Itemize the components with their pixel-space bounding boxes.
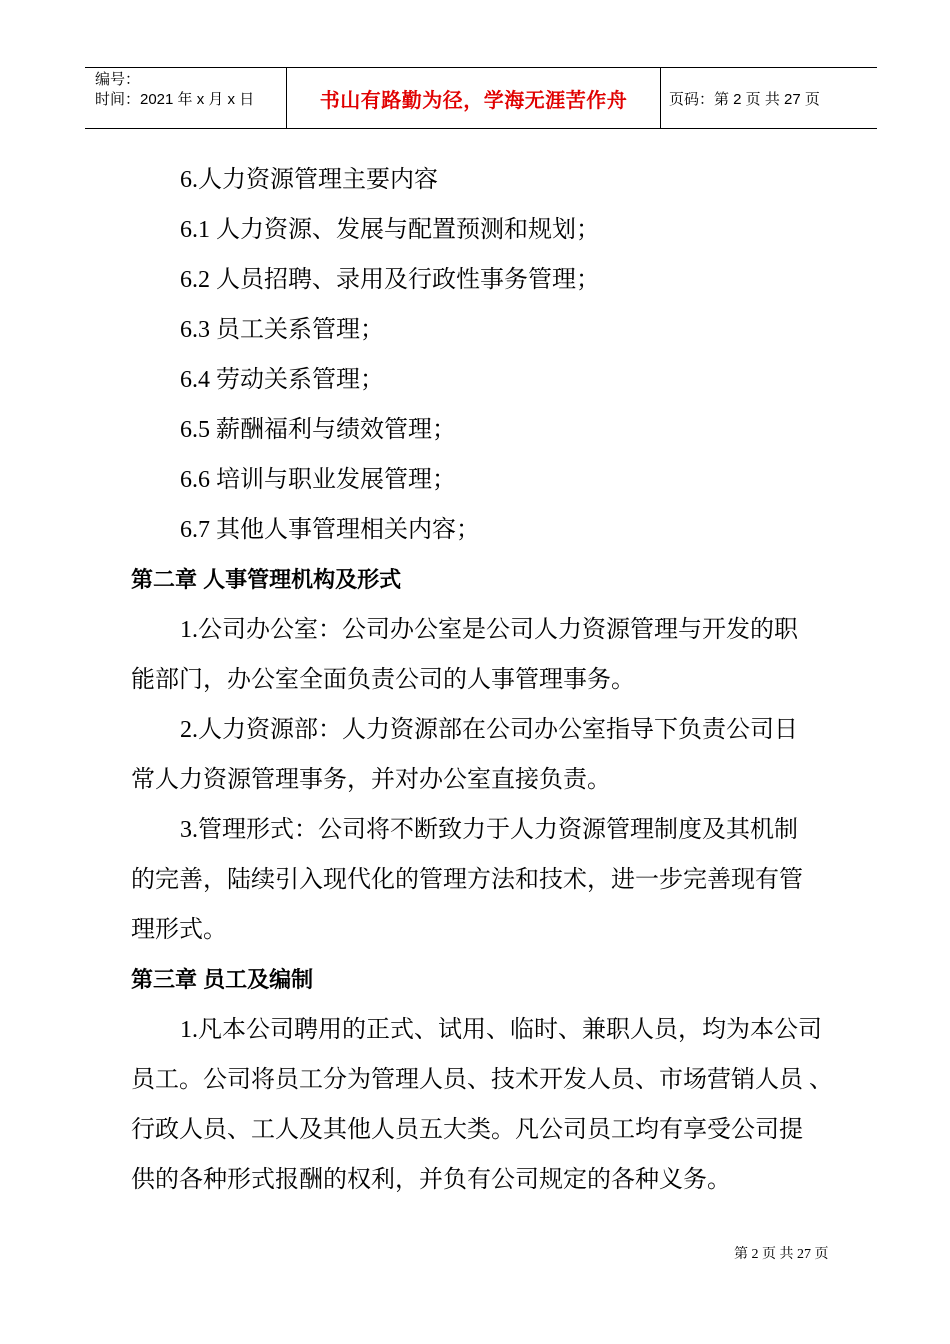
header-motto-cell <box>287 68 661 128</box>
page-footer: 第 2 页 共 27 页 <box>734 1247 829 1262</box>
header-page-cell <box>661 68 877 128</box>
list-item: 6.4 劳动关系管理； <box>180 367 384 393</box>
paragraph-line: 供的各种形式报酬的权利，并负有公司规定的各种义务。 <box>131 1167 731 1193</box>
paragraph-line: 1.凡本公司聘用的正式、试用、临时、兼职人员，均为本公司 <box>180 1017 822 1043</box>
paragraph-line: 3.管理形式：公司将不断致力于人力资源管理制度及其机制 <box>180 817 798 843</box>
paragraph-line: 行政人员、工人及其他人员五大类。凡公司员工均有享受公司提 <box>131 1117 803 1143</box>
paragraph-line: 员工。公司将员工分为管理人员、技术开发人员、市场营销人员 、 <box>131 1067 833 1093</box>
header-meta <box>85 68 287 128</box>
header-page-number: 页码：第 2 页 共 27 页 <box>669 90 820 108</box>
document-time-label: 时间：2021 年 x 月 x 日 <box>95 91 255 108</box>
list-item: 6.3 员工关系管理； <box>180 317 384 343</box>
document-number-label: 编号： <box>95 71 141 88</box>
paragraph-line: 理形式。 <box>131 917 227 943</box>
paragraph-line: 1.公司办公室：公司办公室是公司人力资源管理与开发的职 <box>180 617 798 643</box>
list-item: 6.5 薪酬福利与绩效管理； <box>180 417 456 443</box>
chapter-heading: 第二章 人事管理机构及形式 <box>131 567 402 592</box>
list-item: 6.6 培训与职业发展管理； <box>180 467 456 493</box>
document-body <box>131 155 851 1205</box>
paragraph-line: 能部门，办公室全面负责公司的人事管理事务。 <box>131 667 635 693</box>
chapter-heading: 第三章 员工及编制 <box>131 967 314 992</box>
list-item: 6.1 人力资源、发展与配置预测和规划； <box>180 217 600 243</box>
header-motto: 书山有路勤为径，学海无涯苦作舟 <box>319 89 628 112</box>
list-item: 6.2 人员招聘、录用及行政性事务管理； <box>180 267 600 293</box>
page-header <box>85 67 877 129</box>
paragraph-line: 2.人力资源部：人力资源部在公司办公室指导下负责公司日 <box>180 717 798 743</box>
section-title: 6.人力资源管理主要内容 <box>180 167 438 193</box>
list-item: 6.7 其他人事管理相关内容； <box>180 517 480 543</box>
paragraph-line: 常人力资源管理事务，并对办公室直接负责。 <box>131 767 611 793</box>
paragraph-line: 的完善，陆续引入现代化的管理方法和技术，进一步完善现有管 <box>131 867 803 893</box>
